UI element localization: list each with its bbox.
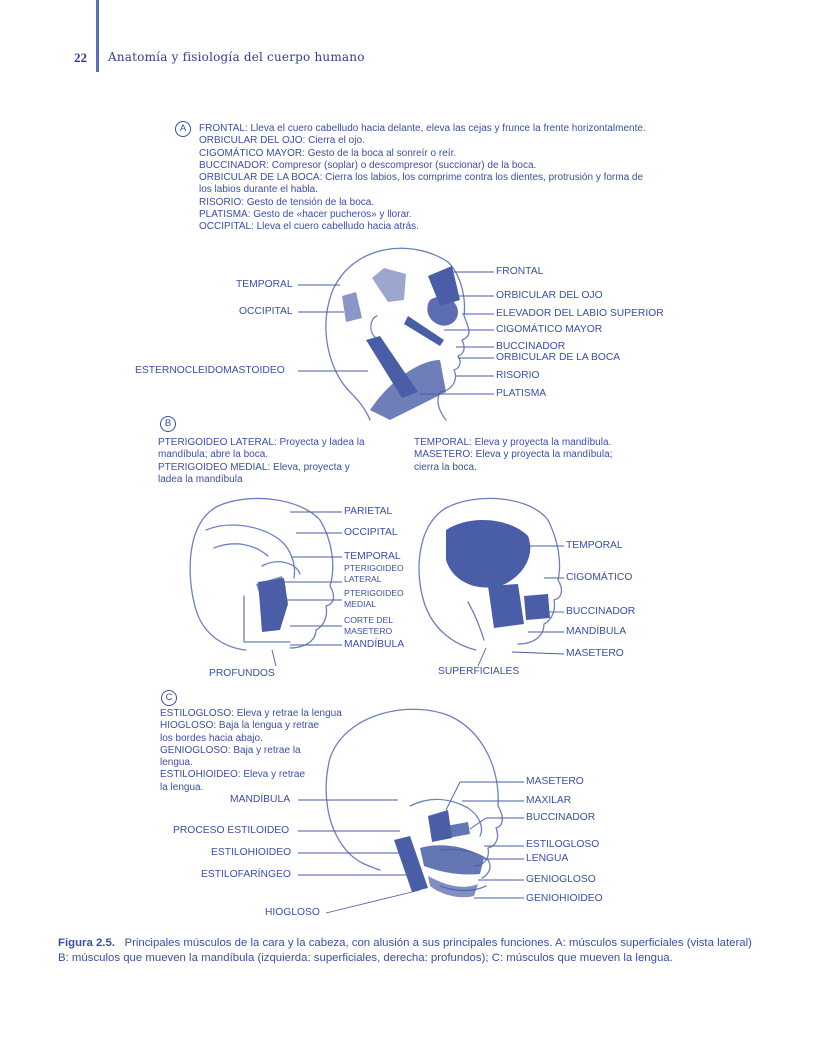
panel-b-desc-right-line: MASETERO: Eleva y proyecta la mandíbula;: [414, 449, 613, 461]
panel-b-desc-left-line: mandíbula; abre la boca.: [158, 449, 269, 461]
panel-a-desc-line: OCCIPITAL: Lleva el cuero cabelludo hacia atrás.: [199, 221, 419, 233]
label-proceso-estiloideo: PROCESO ESTILOIDEO: [173, 825, 290, 836]
label-estilofaringeo: ESTILOFARÍNGEO: [201, 869, 291, 880]
label-masetero-b: MASETERO: [566, 648, 624, 659]
panel-b-description-left: [158, 437, 408, 486]
label-orbicular-ojo: ORBICULAR DEL OJO: [496, 290, 603, 301]
label-cigomatico-mayor: CIGOMÁTICO MAYOR: [496, 324, 603, 335]
label-pterigoideo-lateral: PTERIGOIDEO LATERAL: [344, 563, 404, 584]
panel-b-desc-right-line: cierra la boca.: [414, 461, 477, 473]
panel-c-desc-line: ESTILOGLOSO: Eleva y retrae la lengua: [160, 708, 342, 719]
label-risorio: RISORIO: [496, 370, 540, 381]
label-esternocleidomastoideo: ESTERNOCLEIDOMASTOIDEO: [135, 365, 285, 376]
panel-a-desc-line: CIGOMÁTICO MAYOR: Gesto de la boca al sonreír o reír.: [199, 147, 457, 159]
panel-c-description: [160, 708, 370, 794]
label-hiogloso: HIOGLOSO: [265, 907, 320, 918]
panel-c-desc-line: GENIOGLOSO: Baja y retrae la: [160, 744, 301, 756]
label-platisma: PLATISMA: [496, 388, 547, 399]
panel-a-desc-line: ORBICULAR DEL OJO: Cierra el ojo.: [199, 135, 365, 147]
panel-a-marker: A: [175, 121, 191, 137]
panel-b-desc-left-line: PTERIGOIDEO MEDIAL: Eleva, proyecta y: [158, 461, 350, 473]
panel-c-desc-line: los bordes hacia abajo.: [160, 732, 263, 744]
muscle-temporal-a: [372, 268, 406, 302]
panel-a-desc-line: BUCCINADOR: Compresor (soplar) o descompresor (succionar) de la boca.: [199, 159, 537, 171]
label-temporal-b-left: TEMPORAL: [344, 551, 401, 562]
panel-a-desc-line: FRONTAL: Lleva el cuero cabelludo hacia delante, eleva las cejas y frunce la frente horizontalmente.: [199, 123, 646, 134]
label-temporal-a: TEMPORAL: [236, 279, 293, 290]
panel-c-desc-line: HIOGLOSO: Baja la lengua y retrae: [160, 720, 319, 732]
label-geniogloso: GENIOGLOSO: [526, 874, 596, 885]
label-estilohioideo: ESTILOHIOIDEO: [211, 847, 292, 858]
muscle-masetero-b: [488, 584, 524, 628]
label-parietal: PARIETAL: [344, 506, 393, 517]
label-buccinador-c: BUCCINADOR: [526, 812, 596, 823]
label-elevador-labio: ELEVADOR DEL LABIO SUPERIOR: [496, 308, 664, 319]
panel-c-marker: C: [161, 690, 177, 706]
panel-c-desc-line: ESTILOHIOIDEO: Eleva y retrae: [160, 769, 306, 781]
panel-a-description: [199, 123, 719, 234]
label-pterigoideo-medial: PTERIGOIDEO MEDIAL: [344, 588, 404, 609]
figure-caption-label: Figura 2.5.: [58, 937, 115, 949]
muscle-temporal-b: [446, 520, 530, 588]
panel-b-desc-left-line: PTERIGOIDEO LATERAL: Proyecta y ladea la: [158, 437, 365, 448]
panel-a-desc-line: RISORIO: Gesto de tensión de la boca.: [199, 196, 375, 208]
label-profundos: PROFUNDOS: [209, 668, 275, 679]
panel-c-desc-line: lengua.: [160, 757, 193, 769]
label-orbicular-boca: ORBICULAR DE LA BOCA: [496, 352, 621, 363]
label-lengua: LENGUA: [526, 853, 569, 864]
figure-caption-text: Principales músculos de la cara y la cabeza, con alusión a sus principales funciones. A: músculos superficiales (vista lateral) B: músculos que mueven la mandíbula (izquierda: superficiales, derecha: profundos); C: músculos que mueven la lengua.: [58, 937, 752, 964]
panel-a-desc-line: ORBICULAR DE LA BOCA: Cierra los labios, los comprime contra los dientes, protrusión y forma de: [199, 172, 644, 184]
label-frontal: FRONTAL: [496, 266, 544, 277]
muscle-estilofaringeo-c: [394, 836, 428, 892]
muscle-occipital-a: [342, 292, 362, 322]
label-estilogloso: ESTILOGLOSO: [526, 839, 600, 850]
label-masetero-c: MASETERO: [526, 776, 584, 787]
panel-a-desc-line: PLATISMA: Gesto de «hacer pucheros» y llorar.: [199, 209, 412, 221]
muscle-platisma-a: [370, 360, 446, 420]
figure-caption: [58, 936, 758, 965]
label-mandibula-b-left: MANDÍBULA: [344, 639, 405, 650]
muscle-hiogloso-c: [428, 876, 478, 897]
panel-c-desc-line: la lengua.: [160, 781, 204, 793]
label-buccinador-b: BUCCINADOR: [566, 606, 636, 617]
label-superficiales: SUPERFICIALES: [438, 666, 520, 677]
muscle-buccinador-b: [524, 594, 550, 620]
label-corte-masetero: CORTE DEL MASETERO: [344, 615, 393, 636]
label-temporal-b-right: TEMPORAL: [566, 540, 623, 551]
running-header-title: Anatomía y fisiología del cuerpo humano: [108, 50, 365, 64]
panel-b-marker: B: [160, 416, 176, 432]
label-mandibula-c: MANDÍBULA: [230, 794, 291, 805]
label-occipital-a: OCCIPITAL: [239, 306, 293, 317]
label-buccinador-a: BUCCINADOR: [496, 341, 566, 352]
muscle-lengua-c: [420, 845, 484, 874]
page-number: 22: [74, 50, 87, 65]
label-occipital-b: OCCIPITAL: [344, 527, 398, 538]
panel-b-desc-left-line: ladea la mandíbula: [158, 473, 243, 485]
label-geniohioideo: GENIOHIOIDEO: [526, 893, 603, 904]
label-mandibula-b-right: MANDÍBULA: [566, 626, 627, 637]
panel-b-description-right: [414, 437, 664, 474]
panel-a-desc-line: los labios durante el habla.: [199, 184, 318, 196]
label-maxilar: MAXILAR: [526, 795, 572, 806]
panel-b-desc-right-line: TEMPORAL: Eleva y proyecta la mandíbula.: [414, 437, 612, 448]
label-cigomatico: CIGOMÁTICO: [566, 572, 633, 583]
